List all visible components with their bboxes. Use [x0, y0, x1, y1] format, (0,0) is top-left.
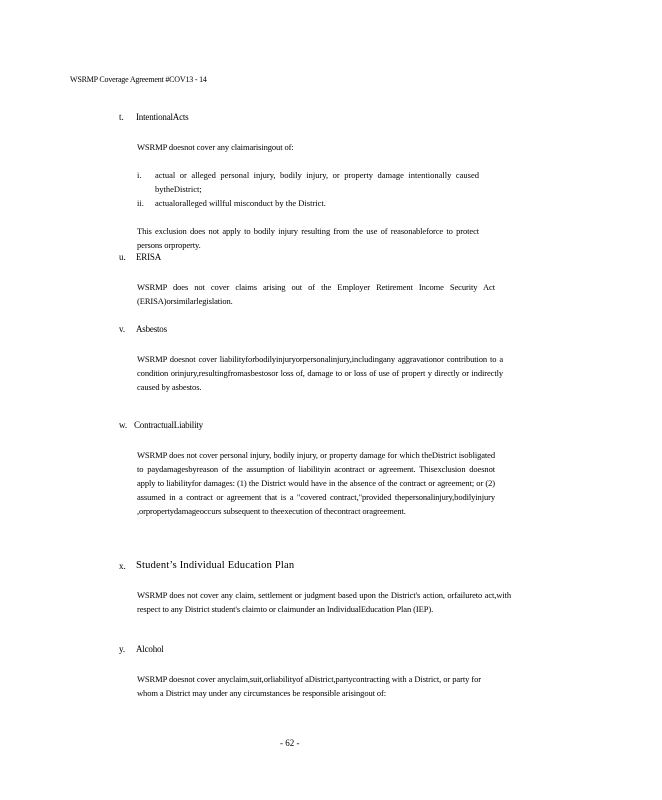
section-body: WSRMP does not cover claims arising out of the Employer Retirement Income Security Act (ERISA)orsimilarlegislation. [137, 282, 495, 306]
section-title: Alcohol [136, 644, 164, 654]
list-text: actual or alleged personal injury, bodily injury, or property damage intentionally caused bytheDistrict; [155, 170, 479, 194]
section-intro: WSRMP doesnot cover any claimarisingout of: [137, 142, 294, 152]
section-title: Asbestos [136, 324, 167, 334]
section-title: ContractualLiability [134, 420, 203, 430]
exclusion-paragraph: This exclusion does not apply to bodily injury resulting from the use of reasonableforce to protect persons orproperty. [137, 226, 479, 250]
section-marker: x. [119, 561, 126, 571]
section-title: ERISA [136, 252, 162, 262]
section-title: IntentionalActs [136, 112, 189, 122]
section-title: Student’s Individual Education Plan [136, 560, 295, 571]
section-marker: w. [119, 420, 128, 430]
list-number: ii. [137, 198, 144, 208]
section-marker: t. [119, 112, 124, 122]
section-body: WSRMP doesnot cover anyclaim,suit,orliabilityof aDistrict,partycontracting with a District, or party for whom a District may under any circumstances be responsible arisingout of: [137, 674, 481, 698]
list-number: i. [137, 170, 142, 180]
list-text: actualoralleged willful misconduct by the District. [155, 198, 326, 208]
page-number: - 62 - [280, 738, 300, 748]
section-body: WSRMP does not cover personal injury, bodily injury, or property damage for which theDistrict isobligated to paydamagesbyreason of the assumption of liabilityin acontract or agreement. Thisexclusion doesnot apply to liabilityfor damages: (1) the District would have in the absence of the contract or agreement; or (2) assumed in a contract or agreement that is a "covered contract,"provided thepersonalinjury,bodilyinjury ,orpropertydamageoccurs subsequent to theexecution of thecontract oragreement. [137, 450, 495, 516]
section-body: WSRMP doesnot cover liabilityforbodilyinjuryorpersonalinjury,includingany aggravationor contribution to a condition orinjury,resultingfromasbestosor loss of, damage to or loss of use of propert y directly or indirectly caused by asbestos. [137, 354, 503, 392]
section-marker: y. [119, 644, 126, 654]
section-marker: v. [119, 324, 126, 334]
section-body: WSRMP does not cover any claim, settlement or judgment based upon the District's action, orfailureto act,with respect to any District student's claimto or claimunder an IndividualEducation Plan (IEP). [137, 590, 511, 614]
running-header: WSRMP Coverage Agreement #COV13 - 14 [70, 75, 207, 84]
section-marker: u. [119, 252, 126, 262]
